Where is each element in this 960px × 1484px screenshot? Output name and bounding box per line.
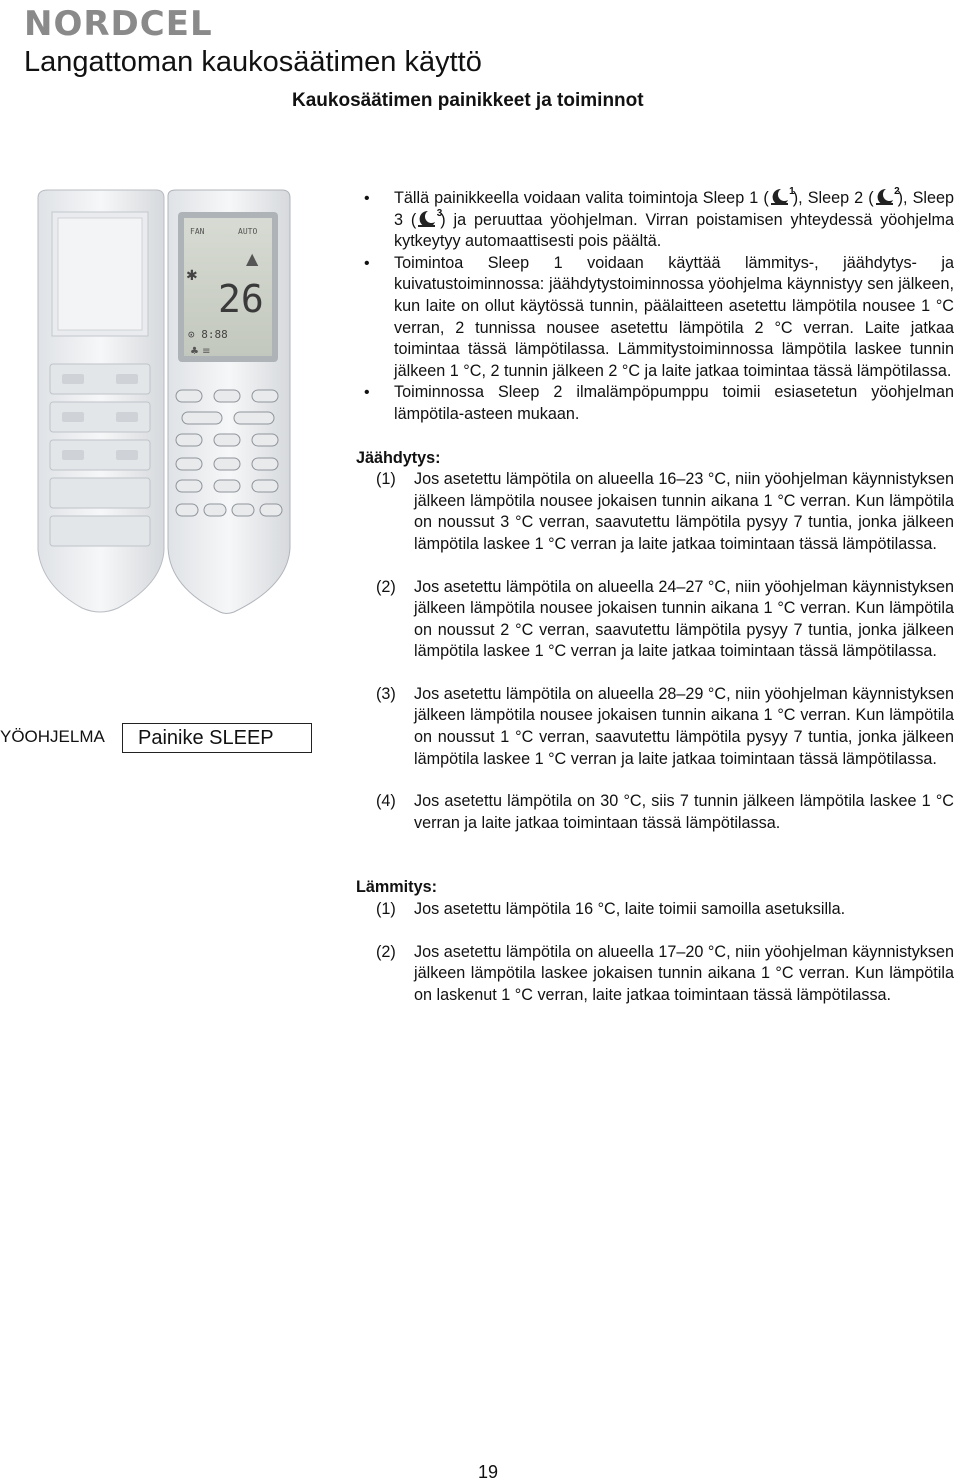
sleep-section-label: YÖOHJELMA [0,727,105,746]
svg-text:FAN: FAN [190,227,205,236]
sleep2-icon: 2 [874,188,898,206]
heating-heading: Lämmitys: [356,878,437,897]
sleep3-icon: 3 [416,210,440,228]
bullet1-text-c: ), Sleep 3 ( [394,189,954,229]
brand-logo: NORDCEL [24,4,213,44]
bullet-sleep1-description: • Toimintoa Sleep 1 voidaan käyttää lämmitys-, jäähdytys- ja kuivatustoiminnossa: jäähdytystoiminnossa yöohjelma käynnistyy sen jälkeen, kun laite on ollut käytössä tunnin, päälaitteen asetettu lämpötila nousee 1 °C verran, 2 tunnissa nousee asetettu lämpötila 2 °C verran. Laite jatkaa toimintaa tässä lämpötilassa. Lämmitystoiminnossa lämpötila laskee tunnin jälkeen 1 °C, 2 tunnin jälkeen 2 °C ja laite jatkaa toimintaa tässä lämpötilassa. [356,253,954,383]
bullet1-text-a: Tällä painikkeella voidaan valita toimintoja Sleep 1 ( [394,189,769,207]
page-title: Langattoman kaukosäätimen käyttö [24,46,482,78]
cooling-item: (3) Jos asetettu lämpötila on alueella 28–29 °C, niin yöohjelman käynnistyksen jälkeen lämpötila nousee jokaisen tunnin aikana 1 °C verran. Kun lämpötila on noussut 1 °C verran, saavutettu lämpötila pysyy 7 tuntia, jonka jälkeen lämpötila laskee 1 °C verran ja laite jatkaa toimintaan tässä lämpötilassa. [376,684,954,768]
lcd-temperature: 26 [218,277,264,321]
sleep-button-label: Painike SLEEP [122,723,312,753]
svg-text:⊙ 8:88: ⊙ 8:88 [188,328,228,341]
sleep1-icon: 1 [769,188,793,206]
svg-text:▲: ▲ [246,249,259,268]
heating-item: (2) Jos asetettu lämpötila on alueella 17–20 °C, niin yöohjelman käynnistyksen jälkeen lämpötila laskee jokaisen tunnin aikana 1 °C verran. Kun lämpötila on laskenut 1 °C verran, laite jatkaa toimintaan tässä lämpötilassa. [376,942,954,1004]
cooling-heading: Jäähdytys: [356,448,441,467]
svg-text:♣ ≡: ♣ ≡ [190,346,211,357]
remote-control-image [34,188,296,616]
main-text [356,188,954,1006]
bullet1-text-d: ) ja peruuttaa yöohjelman. Virran poistamisen yhteydessä yöohjelma kytkeytyy automaattisesti pois päältä. [394,210,954,251]
heating-item: (1) Jos asetettu lämpötila 16 °C, laite toimii samoilla asetuksilla. [376,900,846,919]
cooling-item: (2) Jos asetettu lämpötila on alueella 24–27 °C, niin yöohjelman käynnistyksen jälkeen lämpötila nousee jokaisen tunnin aikana 1 °C verran. Kun lämpötila on noussut 2 °C verran, saavutettu lämpötila pysyy 7 tuntia, jonka jälkeen lämpötila laskee 1 °C verran ja laite jatkaa toimintaan tässä lämpötilassa. [376,577,954,661]
bullet-sleep-modes [356,188,954,253]
page-number: 19 [478,1462,499,1482]
cooling-item: (4) Jos asetettu lämpötila on 30 °C, siis 7 tunnin jälkeen lämpötila laskee 1 °C verran ja laite jatkaa toimintaan tässä lämpötilassa. [376,792,954,832]
cooling-item: (1) Jos asetettu lämpötila on alueella 16–23 °C, niin yöohjelman käynnistyksen jälkeen lämpötila nousee jokaisen tunnin aikana 1 °C verran. Kun lämpötila on noussut 3 °C verran, saavutettu lämpötila pysyy 7 tuntia, jonka jälkeen lämpötila laskee 1 °C verran ja laite jatkaa toimintaan tässä lämpötilassa. [376,470,954,553]
page-subtitle: Kaukosäätimen painikkeet ja toiminnot [292,90,644,111]
svg-text:✱: ✱ [186,268,198,284]
svg-text:AUTO: AUTO [238,227,258,236]
bullet1-text-b: ), Sleep 2 ( [792,189,874,207]
bullet-sleep2-description: • Toiminnossa Sleep 2 ilmalämpöpumppu toimii esiasetetun yöohjelman lämpötila-asteen mukaan. [356,382,954,425]
